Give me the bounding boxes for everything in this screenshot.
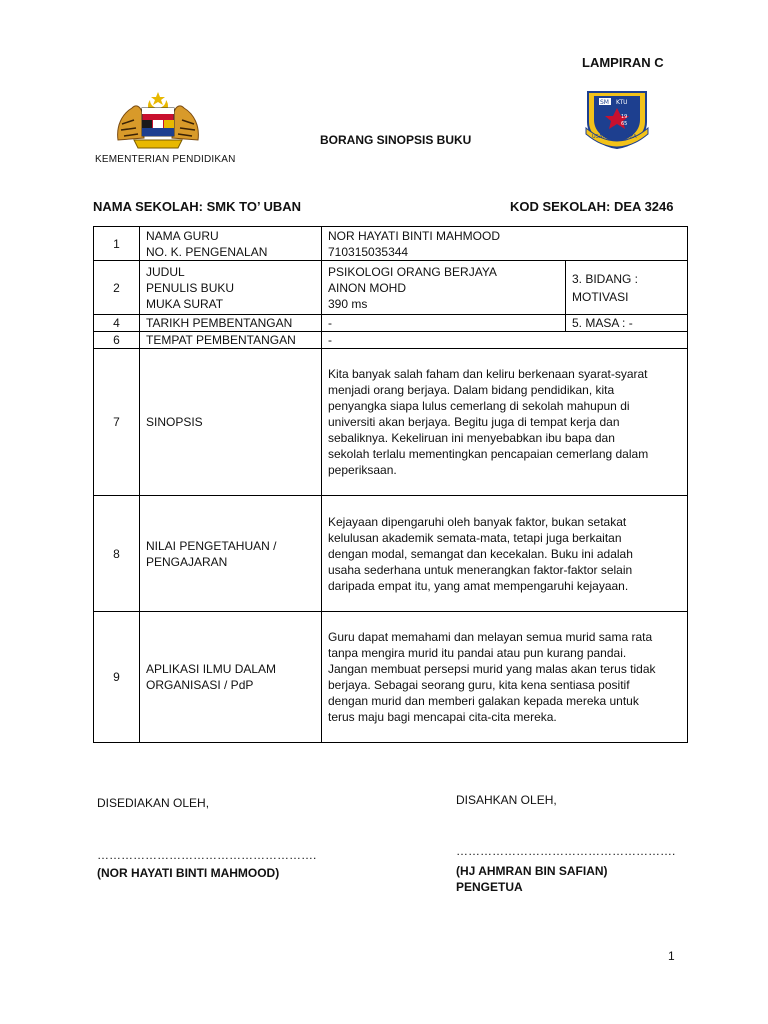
school-shield-logo-icon bbox=[584, 88, 650, 150]
malaysia-coat-of-arms-icon bbox=[112, 90, 204, 152]
page-number: 1 bbox=[668, 949, 675, 963]
category-value: MOTIVASI bbox=[572, 289, 629, 304]
table-row bbox=[94, 332, 688, 349]
row-number: 1 bbox=[94, 227, 140, 261]
school-logo-text-usaha: USAHA bbox=[592, 134, 610, 140]
field-label: NAMA GURU bbox=[146, 228, 219, 243]
table-row bbox=[94, 349, 688, 496]
school-logo-text-jaya: JAYA bbox=[626, 134, 637, 140]
text-line: sebaliknya. Kekeliruan ini menyebabkan ibu bapa dan bbox=[328, 431, 615, 445]
text-line: sekolah terlalu mementingkan pencapaian cemerlang dalam bbox=[328, 447, 649, 461]
row-number: 6 bbox=[94, 332, 140, 349]
field-label: PENULIS BUKU bbox=[146, 280, 235, 295]
table-row bbox=[94, 261, 688, 315]
school-logo-text-year-top: 19 bbox=[621, 114, 628, 120]
table-row bbox=[94, 496, 688, 612]
field-label: JUDUL bbox=[146, 264, 185, 279]
school-logo-text-sm: SM bbox=[600, 99, 609, 106]
text-line: Guru dapat memahami dan melayan semua murid sama rata bbox=[328, 630, 653, 644]
text-line: tanpa mengira murid itu pandai atau pun kurang pandai. bbox=[328, 646, 627, 660]
field-label-cell bbox=[140, 496, 322, 612]
row-number: 9 bbox=[94, 612, 140, 743]
field-cell bbox=[566, 261, 688, 315]
approved-signature-line: ………………………………………………. bbox=[456, 844, 676, 858]
ic-number-value: 710315035344 bbox=[328, 244, 409, 259]
ministry-label: KEMENTERIAN PENDIDIKAN bbox=[95, 154, 236, 165]
field-value-cell bbox=[322, 261, 566, 315]
text-line: menjadi orang berjaya. Dalam bidang pendidikan, kita bbox=[328, 383, 615, 397]
table-row bbox=[94, 227, 688, 261]
synopsis-form-table bbox=[93, 226, 688, 743]
knowledge-value-text bbox=[322, 496, 688, 612]
school-logo-text-year-bottom: 65 bbox=[621, 121, 628, 127]
approved-by-label: DISAHKAN OLEH, bbox=[456, 793, 557, 807]
form-title: BORANG SINOPSIS BUKU bbox=[320, 133, 472, 147]
text-line: berjaya. Sebagai seorang guru, kita kena sentiasa positif bbox=[328, 678, 630, 692]
teacher-name-value: NOR HAYATI BINTI MAHMOOD bbox=[328, 228, 501, 243]
text-line: Kejayaan dipengaruhi oleh banyak faktor, bukan setakat bbox=[328, 514, 627, 529]
row-number: 2 bbox=[94, 261, 140, 315]
place-value: - bbox=[322, 332, 688, 349]
field-label: SINOPSIS bbox=[140, 349, 322, 496]
field-label-cell bbox=[140, 227, 322, 261]
field-label: MUKA SURAT bbox=[146, 296, 224, 311]
school-code: KOD SEKOLAH: DEA 3246 bbox=[510, 199, 674, 214]
field-label: ORGANISASI / PdP bbox=[146, 678, 254, 692]
synopsis-text bbox=[322, 349, 688, 496]
text-line: dengan murid dan memberi galakan kepada mereka untuk bbox=[328, 694, 639, 708]
text-line: daripada empat itu, yang amat mempengaruhi kejayaan. bbox=[328, 578, 629, 593]
text-line: peperiksaan. bbox=[328, 463, 397, 477]
field-label-cell bbox=[140, 261, 322, 315]
field-label: NO. K. PENGENALAN bbox=[146, 244, 268, 259]
author-value: AINON MOHD bbox=[328, 280, 406, 295]
text-line: Jangan membuat persepsi murid yang malas akan terus tidak bbox=[328, 662, 656, 676]
field-label: APLIKASI ILMU DALAM bbox=[146, 662, 277, 676]
school-name: NAMA SEKOLAH: SMK TO’ UBAN bbox=[93, 199, 301, 214]
book-title-value: PSIKOLOGI ORANG BERJAYA bbox=[328, 264, 497, 279]
field-label: PENGAJARAN bbox=[146, 554, 228, 569]
prepared-by-label: DISEDIAKAN OLEH, bbox=[97, 796, 210, 810]
field-label-cell bbox=[140, 612, 322, 743]
text-line: usaha sederhana untuk menerangkan faktor-faktor selain bbox=[328, 562, 633, 577]
school-logo-text-ktu: KTU bbox=[616, 99, 628, 106]
text-line: Kita banyak salah faham dan keliru berkenaan syarat-syarat bbox=[328, 367, 648, 381]
text-line: kelulusan akademik semata-mata, tetapi juga berkaitan bbox=[328, 530, 622, 545]
text-line: penyangka siapa lulus cemerlang di sekolah mahupun di bbox=[328, 399, 630, 413]
page-count-value: 390 ms bbox=[328, 296, 368, 311]
prepared-signature-line: ………………………………………………. bbox=[97, 848, 317, 862]
field-label: 3. BIDANG : bbox=[572, 271, 639, 286]
field-value-cell bbox=[322, 227, 688, 261]
text-line: universiti akan berjaya. Begitu juga di tempat kerja dan bbox=[328, 415, 620, 429]
row-number: 7 bbox=[94, 349, 140, 496]
text-line: terus maju bagi mencapai cita-cita mereka. bbox=[328, 710, 557, 724]
appendix-label: LAMPIRAN C bbox=[582, 55, 664, 70]
time-field: 5. MASA : - bbox=[566, 315, 688, 332]
date-value: - bbox=[322, 315, 566, 332]
field-label: TEMPAT PEMBENTANGAN bbox=[140, 332, 322, 349]
approved-by-name: (HJ AHMRAN BIN SAFIAN) bbox=[456, 864, 608, 878]
row-number: 4 bbox=[94, 315, 140, 332]
field-label: TARIKH PEMBENTANGAN bbox=[140, 315, 322, 332]
field-label: NILAI PENGETAHUAN / bbox=[146, 538, 277, 553]
application-text bbox=[322, 612, 688, 743]
row-number: 8 bbox=[94, 496, 140, 612]
prepared-by-name: (NOR HAYATI BINTI MAHMOOD) bbox=[97, 866, 280, 880]
text-line: dengan modal, semangat dan kecekalan. Buku ini adalah bbox=[328, 546, 633, 561]
table-row bbox=[94, 315, 688, 332]
approved-by-role: PENGETUA bbox=[456, 880, 523, 894]
table-row bbox=[94, 612, 688, 743]
